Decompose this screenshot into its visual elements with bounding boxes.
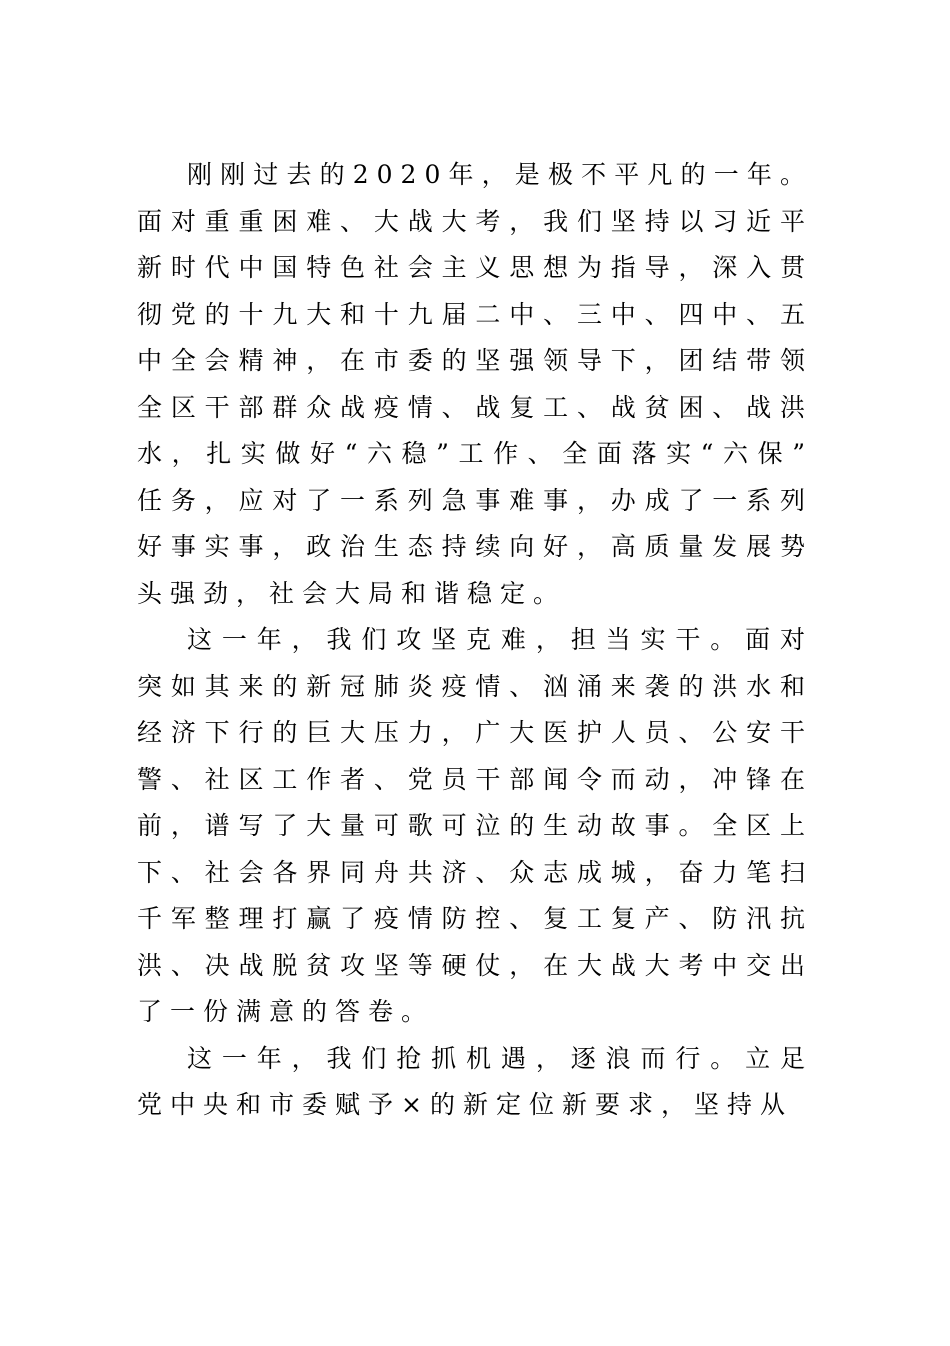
- paragraph-2: 这一年，我们攻坚克难，担当实干。面对突如其来的新冠肺炎疫情、汹涌来袭的洪水和经济下行的巨大压力，广大医护人员、公安干警、社区工作者、党员干部闻令而动，冲锋在前，谱写了大量可歌可泣的生动故事。全区上下、社会各界同舟共济、众志成城，奋力笔扫千军整理打赢了疫情防控、复工复产、防汛抗洪、决战脱贫攻坚等硬仗，在大战大考中交出了一份满意的答卷。: [137, 625, 813, 1026]
- paragraph-1: 刚刚过去的2020年，是极不平凡的一年。面对重重困难、大战大考，我们坚持以习近平新时代中国特色社会主义思想为指导，深入贯彻党的十九大和十九届二中、三中、四中、五中全会精神，在市委的坚强领导下，团结带领全区干部群众战疫情、战复工、战贫困、战洪水，扎实做好“六稳”工作、全面落实“六保”任务，应对了一系列急事难事，办成了一系列好事实事，政治生态持续向好，高质量发展势头强劲，社会大局和谐稳定。: [137, 160, 813, 608]
- paragraph-3: 这一年，我们抢抓机遇，逐浪而行。立足党中央和市委赋予×的新定位新要求，坚持从: [137, 1043, 813, 1119]
- document-body: [137, 152, 813, 1129]
